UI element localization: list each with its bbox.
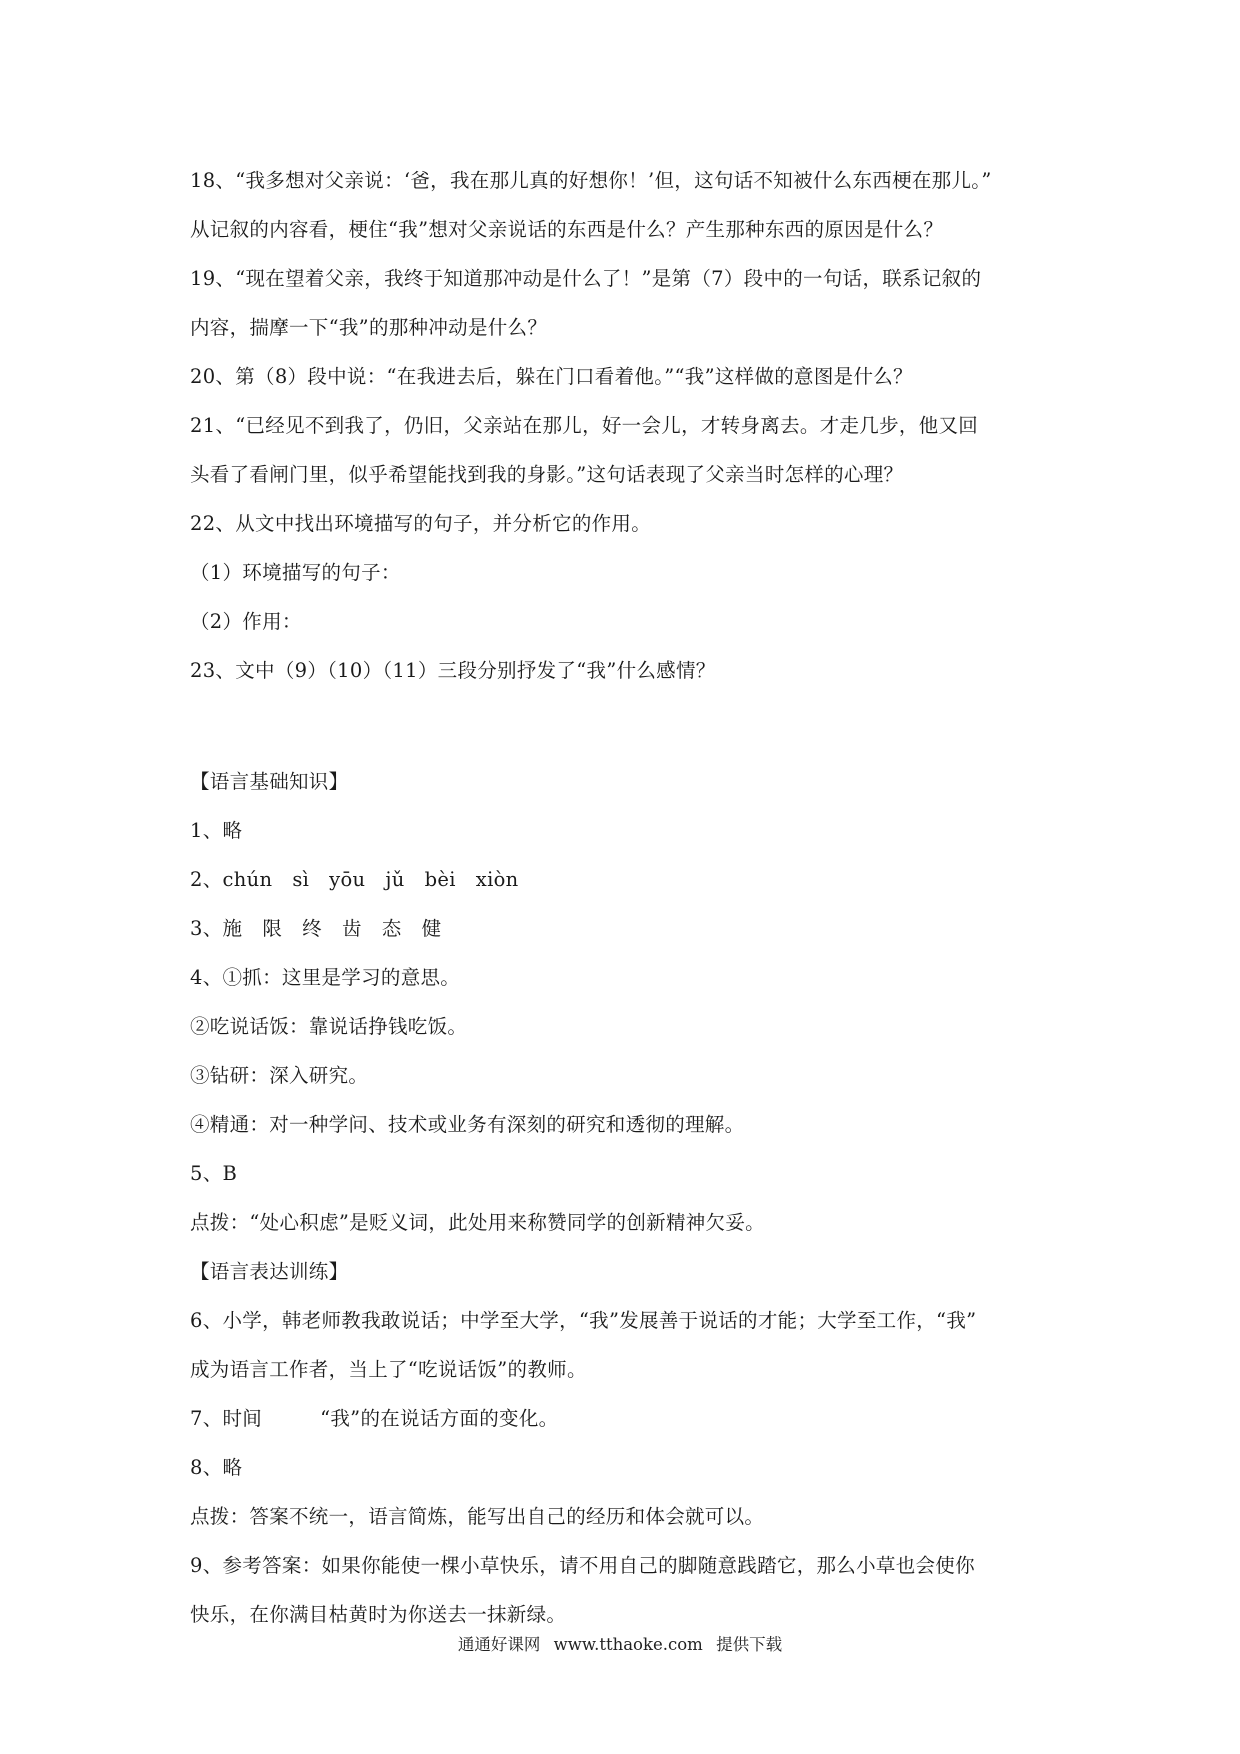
char-item: 齿	[341, 917, 362, 940]
answer-7-rest: “我”的在说话方面的变化。	[320, 1407, 559, 1430]
pinyin-item: jǔ	[385, 868, 405, 891]
answer-4-item-2: ②吃说话饭：靠说话挣钱吃饭。	[190, 1015, 468, 1038]
pinyin-item: chún	[222, 868, 273, 891]
answer-7-prefix: 7、时间	[190, 1407, 263, 1430]
answer-3-prefix: 3、	[190, 917, 223, 940]
pinyin-item: bèi	[424, 868, 456, 891]
char-item: 终	[302, 917, 322, 940]
answer-9-line-1: 9、参考答案：如果你能使一棵小草快乐，请不用自己的脚随意践踏它，那么小草也会使你	[190, 1554, 975, 1577]
question-22-part-2: （2）作用：	[190, 610, 302, 633]
answer-9-line-2: 快乐，在你满目枯黄时为你送去一抹新绿。	[190, 1603, 567, 1626]
document-content	[190, 156, 1070, 1639]
answer-6-line-1: 6、小学，韩老师教我敢说话；中学至大学，“我”发展善于说话的才能；大学至工作，“我”	[190, 1309, 977, 1332]
answer-6-line-2: 成为语言工作者，当上了“吃说话饭”的教师。	[190, 1358, 587, 1381]
pinyin-item: xiòn	[475, 868, 519, 891]
question-21-line-2: 头看了看闸门里，似乎希望能找到我的身影。”这句话表现了父亲当时怎样的心理？	[190, 463, 904, 486]
answer-4-item-1: 4、①抓：这里是学习的意思。	[190, 966, 461, 989]
section-spacer	[190, 695, 1070, 757]
answer-8-hint: 点拨：答案不统一，语言简炼，能写出自己的经历和体会就可以。	[190, 1505, 765, 1528]
answer-1: 1、略	[190, 819, 243, 842]
answer-7	[190, 1394, 1070, 1443]
question-21-line-1: 21、“已经见不到我了，仍旧，父亲站在那儿，好一会儿，才转身离去。才走几步，他又回	[190, 414, 979, 437]
answer-3	[190, 904, 1070, 953]
answer-8: 8、略	[190, 1456, 243, 1479]
footer-url-link[interactable]: www.tthaoke.com	[553, 1635, 703, 1654]
question-22-part-1: （1）环境描写的句子：	[190, 561, 401, 584]
section-title-basic-knowledge: 【语言基础知识】	[190, 770, 349, 793]
question-20: 20、第（8）段中说：“在我进去后，躲在门口看着他。”“我”这样做的意图是什么？	[190, 365, 913, 388]
question-18-line-2: 从记叙的内容看，梗住“我”想对父亲说话的东西是什么？产生那种东西的原因是什么？	[190, 218, 944, 241]
footer-site-name: 通通好课网	[457, 1635, 541, 1654]
char-item: 健	[421, 917, 442, 940]
footer-suffix: 提供下载	[716, 1635, 783, 1654]
char-item: 施	[222, 917, 243, 940]
answer-2-prefix: 2、	[190, 868, 223, 891]
pinyin-item: sì	[292, 868, 310, 891]
question-22: 22、从文中找出环境描写的句子，并分析它的作用。	[190, 512, 652, 535]
question-23: 23、文中（9）（10）（11）三段分别抒发了“我”什么感情？	[190, 659, 716, 682]
answer-5-hint: 点拨：“处心积虑”是贬义词，此处用来称赞同学的创新精神欠妥。	[190, 1211, 765, 1234]
char-item: 限	[262, 917, 283, 940]
question-18-line-1: 18、“我多想对父亲说：‘爸，我在那儿真的好想你！’但，这句话不知被什么东西梗在那儿。”	[190, 169, 992, 192]
answer-4-item-3: ③钻研：深入研究。	[190, 1064, 369, 1087]
answer-5: 5、B	[190, 1162, 238, 1185]
answer-4-item-4: ④精通：对一种学问、技术或业务有深刻的研究和透彻的理解。	[190, 1113, 745, 1136]
page-footer	[0, 1634, 1240, 1656]
section-title-expression-training: 【语言表达训练】	[190, 1260, 349, 1283]
char-item: 态	[381, 917, 402, 940]
pinyin-item: yōu	[329, 868, 366, 891]
answer-2	[190, 855, 1070, 904]
question-19-line-1: 19、“现在望着父亲，我终于知道那冲动是什么了！”是第（7）段中的一句话，联系记叙的	[190, 267, 982, 290]
question-19-line-2: 内容，揣摩一下“我”的那种冲动是什么？	[190, 316, 548, 339]
